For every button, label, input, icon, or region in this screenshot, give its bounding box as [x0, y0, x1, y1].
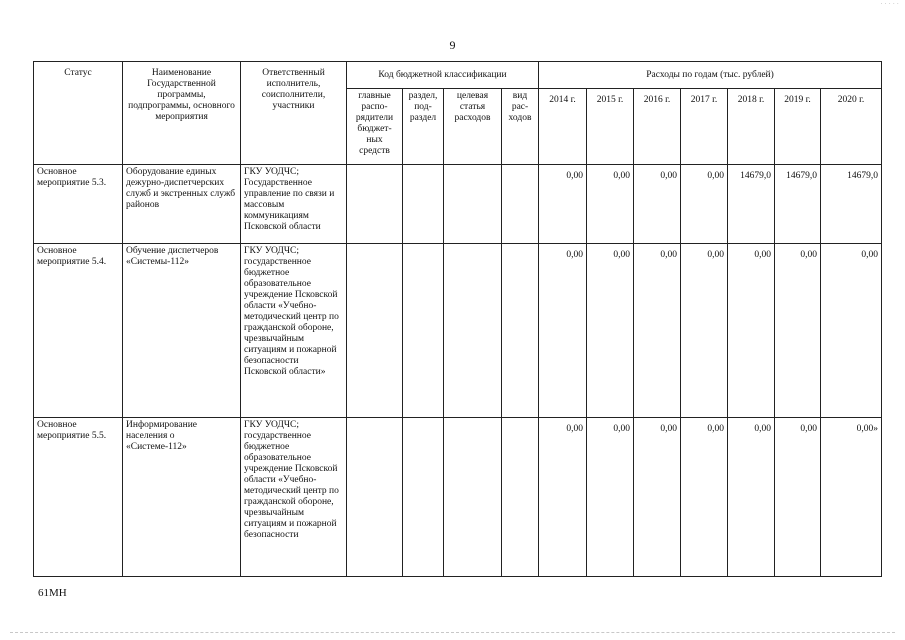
program-table — [33, 61, 882, 577]
empty-cell — [403, 244, 444, 418]
page-number: 9 — [449, 38, 456, 52]
value-2015: 0,00 — [587, 418, 634, 577]
value-2017: 0,00 — [681, 418, 728, 577]
name-cell: Обучение диспетчеров «Системы-112» — [123, 244, 241, 418]
header-main-managers: главные распо-рядители бюджет-ных средств — [347, 89, 403, 165]
empty-cell — [347, 165, 403, 244]
status-cell: Основное мероприятие 5.3. — [34, 165, 123, 244]
value-2016: 0,00 — [634, 418, 681, 577]
empty-cell — [444, 244, 502, 418]
name-cell: Оборудование единых дежурно-диспетчерских служб и экстренных служб районов — [123, 165, 241, 244]
header-section: раздел, под-раздел — [403, 89, 444, 165]
header-year-2015: 2015 г. — [587, 89, 634, 165]
table-row — [34, 165, 882, 244]
value-2018: 0,00 — [728, 418, 775, 577]
empty-cell — [502, 165, 539, 244]
header-year-2016: 2016 г. — [634, 89, 681, 165]
empty-cell — [502, 418, 539, 577]
header-year-2014: 2014 г. — [539, 89, 587, 165]
value-2019: 0,00 — [775, 244, 821, 418]
header-year-2020: 2020 г. — [821, 89, 882, 165]
value-2017: 0,00 — [681, 165, 728, 244]
value-2017: 0,00 — [681, 244, 728, 418]
value-2015: 0,00 — [587, 244, 634, 418]
header-expenses: Расходы по годам (тыс. рублей) — [539, 62, 882, 89]
empty-cell — [403, 418, 444, 577]
table-row — [34, 244, 882, 418]
header-year-2017: 2017 г. — [681, 89, 728, 165]
empty-cell — [444, 165, 502, 244]
value-2018: 14679,0 — [728, 165, 775, 244]
empty-cell — [502, 244, 539, 418]
value-2014: 0,00 — [539, 244, 587, 418]
value-2016: 0,00 — [634, 165, 681, 244]
value-2014: 0,00 — [539, 165, 587, 244]
status-cell: Основное мероприятие 5.4. — [34, 244, 123, 418]
scan-edge-line — [10, 632, 895, 633]
header-responsible: Ответственный исполнитель, соисполнители, участники — [241, 62, 347, 165]
header-year-2019: 2019 г. — [775, 89, 821, 165]
table-row — [34, 418, 882, 577]
value-2020: 14679,0 — [821, 165, 882, 244]
value-2019: 14679,0 — [775, 165, 821, 244]
corner-mark: · · · · · — [880, 0, 899, 8]
header-budget-code: Код бюджетной классификации — [347, 62, 539, 89]
header-target-item: целевая статья расходов — [444, 89, 502, 165]
status-cell: Основное мероприятие 5.5. — [34, 418, 123, 577]
footer-code: 61МН — [38, 587, 67, 599]
header-expense-type: вид рас-ходов — [502, 89, 539, 165]
empty-cell — [347, 418, 403, 577]
responsible-cell: ГКУ УОДЧС; Государственное управление по связи и массовым коммуникациям Псковской области — [241, 165, 347, 244]
responsible-cell: ГКУ УОДЧС; государственное бюджетное образовательное учреждение Псковской области «Учебно-методический центр по гражданской обороне, чрезвычайным ситуациям и пожарной безопасности — [241, 418, 347, 577]
value-2018: 0,00 — [728, 244, 775, 418]
header-name: Наименование Государственной программы, подпрограммы, основного мероприятия — [123, 62, 241, 165]
empty-cell — [347, 244, 403, 418]
value-2020: 0,00 — [821, 244, 882, 418]
value-2015: 0,00 — [587, 165, 634, 244]
name-cell: Информирование населения о «Системе-112» — [123, 418, 241, 577]
value-2014: 0,00 — [539, 418, 587, 577]
header-status: Статус — [34, 62, 123, 165]
value-2016: 0,00 — [634, 244, 681, 418]
header-year-2018: 2018 г. — [728, 89, 775, 165]
empty-cell — [403, 165, 444, 244]
value-2020: 0,00» — [821, 418, 882, 577]
responsible-cell: ГКУ УОДЧС; государственное бюджетное образовательное учреждение Псковской области «Учебно-методический центр по гражданской обороне, чрезвычайным ситуациям и пожарной безопасности Псковской области» — [241, 244, 347, 418]
value-2019: 0,00 — [775, 418, 821, 577]
empty-cell — [444, 418, 502, 577]
